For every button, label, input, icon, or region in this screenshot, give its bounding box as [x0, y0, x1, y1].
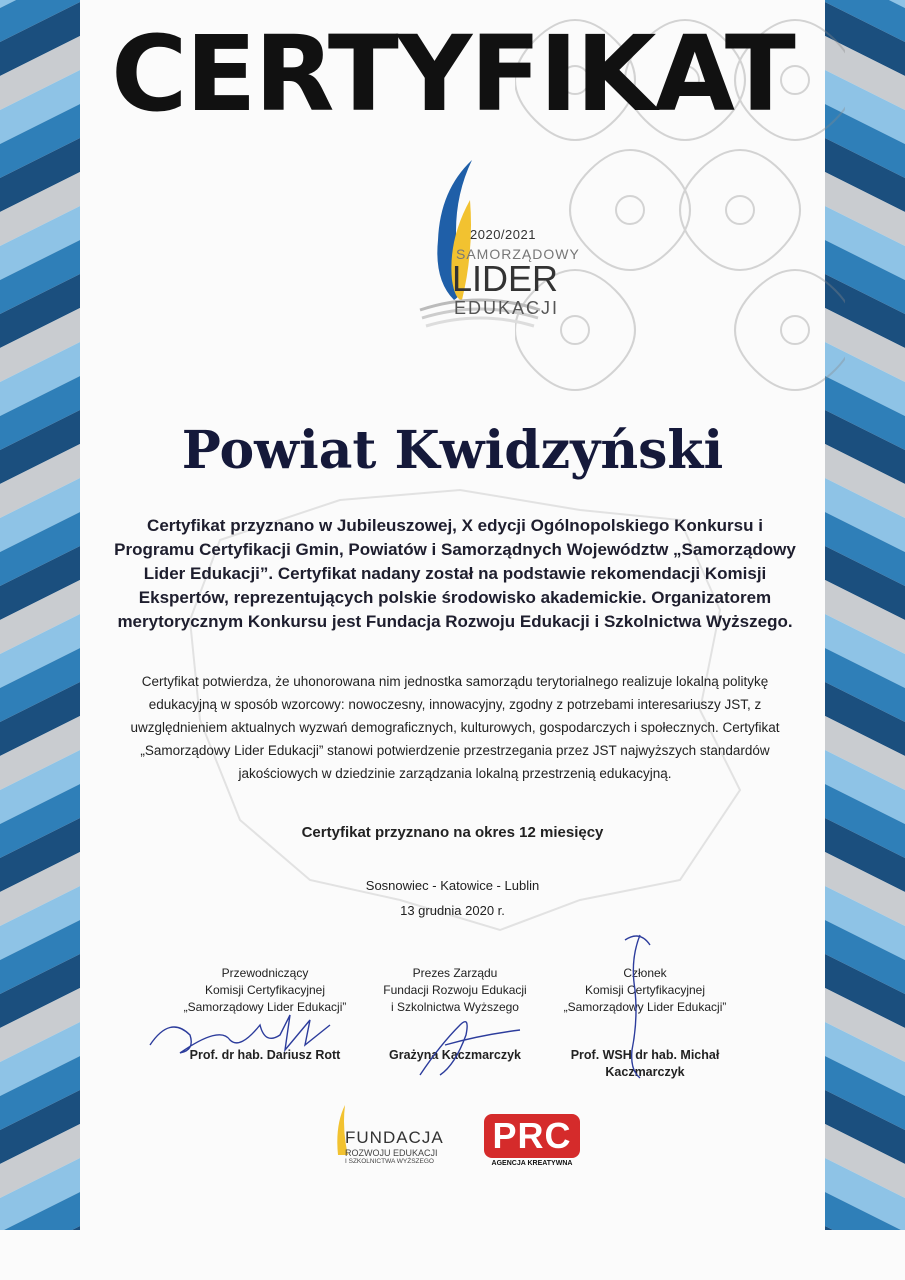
logo-line2: LIDER — [452, 258, 559, 299]
fundacja-logo-line3: I SZKOLNICTWA WYŻSZEGO — [345, 1158, 434, 1165]
signatory-role: Członek — [623, 966, 667, 980]
signatory-role: Fundacji Rozwoju Edukacji — [383, 983, 527, 997]
validity-period: Certyfikat przyznano na okres 12 miesięcy — [301, 824, 604, 841]
fundacja-logo-line2: ROZWOJU EDUKACJI — [345, 1148, 438, 1158]
logo-line1: SAMORZĄDOWY — [456, 246, 580, 262]
signatory-role: Komisji Certyfikacyjnej — [584, 983, 706, 997]
recipient-name: Powiat Kwidzyński — [181, 420, 724, 481]
signature-rott — [140, 1005, 340, 1065]
prc-logo: PRC — [484, 1114, 580, 1158]
signatory-role: Komisji Certyfikacyjnej — [204, 983, 326, 997]
issue-date: 13 grudnia 2020 r. — [400, 903, 505, 918]
signature-kaczmarczyk-m — [610, 930, 660, 1080]
signatory-role: Przewodniczący — [221, 966, 309, 980]
main-paragraph: Certyfikat przyznano w Jubileuszowej, X edycji Ogólnopolskiego Konkursu i Programu Certyfikacji Gmin, Powiatów i Samorządnych Województw „Samorządowy Lider Edukacji”. Certyfikat nadany został na podstawie rekomendacji Komisji Ekspertów, reprezentujących polskie środowisko akademickie. Organizatorem merytorycznym Konkursu jest Fundacja Rozwoju Edukacji i Szkolnictwa Wyższego. — [114, 516, 796, 631]
logo-line3: EDUKACJI — [454, 298, 560, 318]
detail-paragraph: Certyfikat potwierdza, że uhonorowana nim jednostka samorządu terytorialnego realizuje lokalną politykę edukacyjną w sposób wzorcowy: nowoczesny, innowacyjny, zgodny z potrzebami interesariuszy JST, z uwzględnieniem aktualnych wyzwań demograficznych, kulturowych, gospodarczych i społecznych. Certyfikat „Samorządowy Lider Edukacji” stanowi potwierdzenie przestrzegania przez JST najwyższych standardów jakościowych w dziedzinie zarządzania lokalną przestrzenią edukacyjną. — [130, 674, 780, 781]
signatory-role: Prezes Zarządu — [412, 966, 498, 980]
certificate-title: CERTYFIKAT — [111, 13, 794, 135]
left-rope-border — [0, 0, 80, 1230]
signatory-name: Prof. dr hab. Dariusz Rott — [189, 1048, 341, 1062]
signatory-name: Grażyna Kaczmarczyk — [388, 1048, 522, 1062]
issue-place: Sosnowiec - Katowice - Lublin — [365, 878, 540, 893]
signatory-role: „Samorządowy Lider Edukacji” — [563, 1000, 727, 1014]
fundacja-logo-line1: FUNDACJA — [345, 1128, 444, 1147]
prc-subtitle: AGENCJA KREATYWNA — [491, 1160, 573, 1167]
signatory-role: i Szkolnictwa Wyższego — [391, 1000, 519, 1014]
signatory-name: Prof. WSH dr hab. Michał Kaczmarczyk — [570, 1048, 720, 1079]
signatory-role: „Samorządowy Lider Edukacji” — [183, 1000, 347, 1014]
logo-year: 2020/2021 — [470, 227, 536, 242]
signature-kaczmarczyk-g — [400, 1005, 530, 1085]
